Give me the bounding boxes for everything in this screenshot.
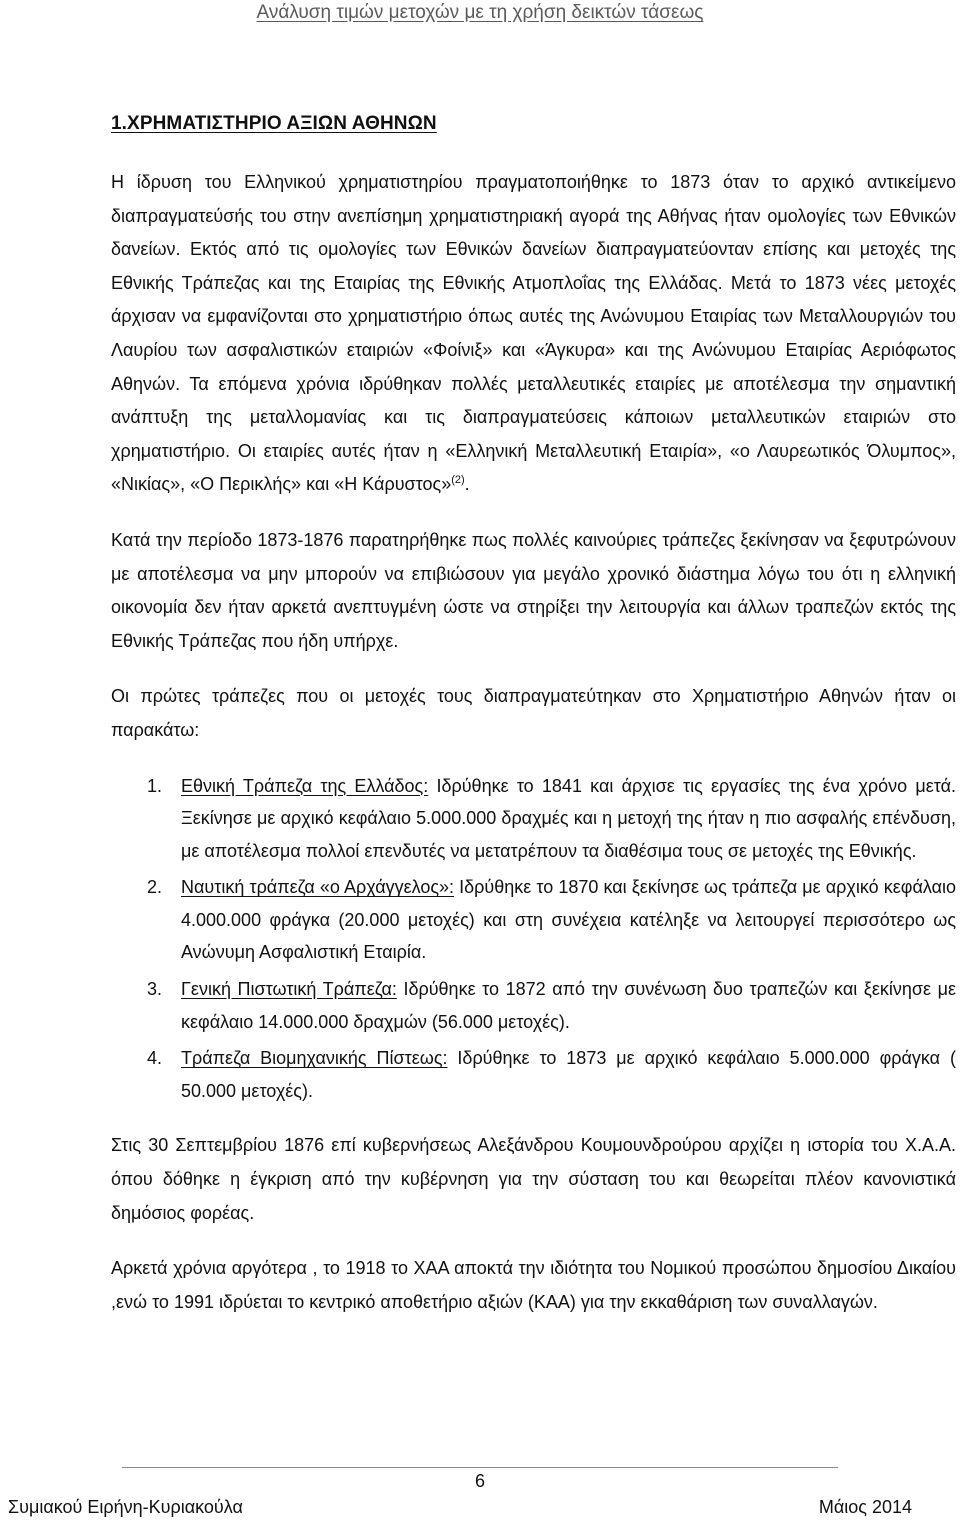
list-item — [111, 973, 956, 1038]
intro-paragraph-end: . — [464, 474, 470, 495]
list-item-text: Ιδρύθηκε το 1841 και άρχισε τις εργασίες της ένα χρόνο μετά. Ξεκίνησε με αρχικό κεφάλαιο 5.000.000 δραχμές και η μετοχή της ήταν η πιο ασφαλής επένδυση, με αποτέλεσμα πολλοί επενδυτές να μετατρέπουν τα διαθέσιμα τους σε μετοχές της Εθνικής. — [181, 775, 956, 861]
list-item-name: Τράπεζα Βιομηχανικής Πίστεως: — [181, 1048, 448, 1069]
footer-divider — [122, 1467, 838, 1468]
intro-paragraph — [111, 166, 956, 502]
list-item — [111, 770, 956, 868]
banks-list — [111, 770, 956, 1108]
intro-paragraph-text: Η ίδρυση του Ελληνικού χρηματιστηρίου πραγματοποιήθηκε το 1873 όταν το αρχικό αντικείμενο διαπραγματεύσής του στην ανεπίσημη χρηματιστηριακή αγορά της Αθήνας ήταν ομολογίες των Εθνικών δανείων. Εκτός από τις ομολογίες των Εθνικών δανείων διαπραγματεύονταν επίσης και μετοχές της Εθνικής Τράπεζας και της Εταιρίας της Εθνικής Ατμοπλοΐας της Ελλάδας. Μετά το 1873 νέες μετοχές άρχισαν να εμφανίζονται στο χρηματιστήριο όπως αυτές της Ανώνυμου Εταιρίας των Μεταλλουργιών του Λαυρίου των ασφαλιστικών εταιριών «Φοίνιξ» και «Άγκυρα» και της Ανώνυμου Εταιρίας Αεριόφωτος Αθηνών. Τα επόμενα χρόνια ιδρύθηκαν πολλές μεταλλευτικές εταιρίες με αποτέλεσμα την σημαντική ανάπτυξη της μεταλλομανίας και τις διαπραγματεύσεις κάποιων μεταλλευτικών εταιριών στο χρηματιστήριο. Οι εταιρίες αυτές ήταν η «Ελληνική Μεταλλευτική Εταιρία», «ο Λαυρεωτικός Όλυμπος», «Νικίας», «Ο Περικλής» και «Η Κάρυστος» — [111, 172, 956, 495]
list-item-name: Ναυτική τράπεζα «ο Αρχάγγελος»: — [181, 877, 455, 898]
footnote-ref: (2) — [451, 474, 465, 487]
footer-date: Μάιος 2014 — [818, 1497, 912, 1517]
list-item-number: 4. — [147, 1048, 163, 1069]
page-body — [111, 106, 956, 1341]
list-item — [111, 871, 956, 969]
list-item-text: Ιδρύθηκε το 1870 και ξεκίνησε ως τράπεζα με αρχικό κεφάλαιο 4.000.000 φράγκα (20.000 μετοχές) και στη συνέχεια κατέληξε να λειτουργεί περισσότερο ως Ανώνυμη Ασφαλιστική Εταιρία. — [181, 877, 956, 963]
list-item-number: 3. — [147, 979, 163, 1000]
footer-author: Συμιακού Ειρήνη-Κυριακούλα — [8, 1497, 243, 1517]
page-number: 6 — [474, 1471, 485, 1491]
list-item-name: Γενική Πιστωτική Τράπεζα: — [181, 979, 397, 1000]
list-item — [111, 1042, 956, 1107]
history-paragraph: Στις 30 Σεπτεμβρίου 1876 επί κυβερνήσεως Αλεξάνδρου Κουμουνδρούρου αρχίζει η ιστορία του Χ.Α.Α. όπου δόθηκε η έγκριση από την κυβέρνηση για την σύσταση του και θεωρείται πλέον κανονιστικά δημόσιος φορέας. — [111, 1135, 956, 1223]
list-item-name: Εθνική Τράπεζα της Ελλάδος: — [181, 775, 429, 796]
list-item-text: Ιδρύθηκε το 1873 με αρχικό κεφάλαιο 5.000.000 φράγκα ( 50.000 μετοχές). — [181, 1048, 956, 1101]
first-banks-paragraph: Οι πρώτες τράπεζες που οι μετοχές τους διαπραγματεύτηκαν στο Χρηματιστήριο Αθηνών ήταν οι παρακάτω: — [111, 686, 956, 740]
list-item-number: 1. — [147, 775, 163, 796]
later-years-paragraph: Αρκετά χρόνια αργότερα , το 1918 το ΧΑΑ αποκτά την ιδιότητα του Νομικού προσώπου δημοσίου Δικαίου ,ενώ το 1991 ιδρύεται το κεντρικό αποθετήριο αξιών (ΚΑΑ) για την εκκαθάριση των συναλλαγών. — [111, 1258, 956, 1312]
section-title: 1.ΧΡΗΜΑΤΙΣΤΗΡΙΟ ΑΞΙΩΝ ΑΘΗΝΩΝ — [111, 113, 437, 134]
list-item-number: 2. — [147, 877, 163, 898]
running-header: Ανάλυση τιμών μετοχών με τη χρήση δεικτών τάσεως — [256, 2, 704, 23]
banks-period-paragraph: Κατά την περίοδο 1873-1876 παρατηρήθηκε πως πολλές καινούριες τράπεζες ξεκίνησαν να ξεφυτρώνουν με αποτέλεσμα να μην μπορούν να επιβιώσουν για μεγάλο χρονικό διάστημα λόγω του ότι η ελληνική οικονομία δεν ήταν αρκετά ανεπτυγμένη ώστε να στηρίξει την λειτουργία και άλλων τραπεζών εκτός της Εθνικής Τράπεζας που ήδη υπήρχε. — [111, 529, 956, 651]
list-item-text: Ιδρύθηκε το 1872 από την συνένωση δυο τραπεζών και ξεκίνησε με κεφάλαιο 14.000.000 δραχμών (56.000 μετοχές). — [181, 979, 956, 1032]
